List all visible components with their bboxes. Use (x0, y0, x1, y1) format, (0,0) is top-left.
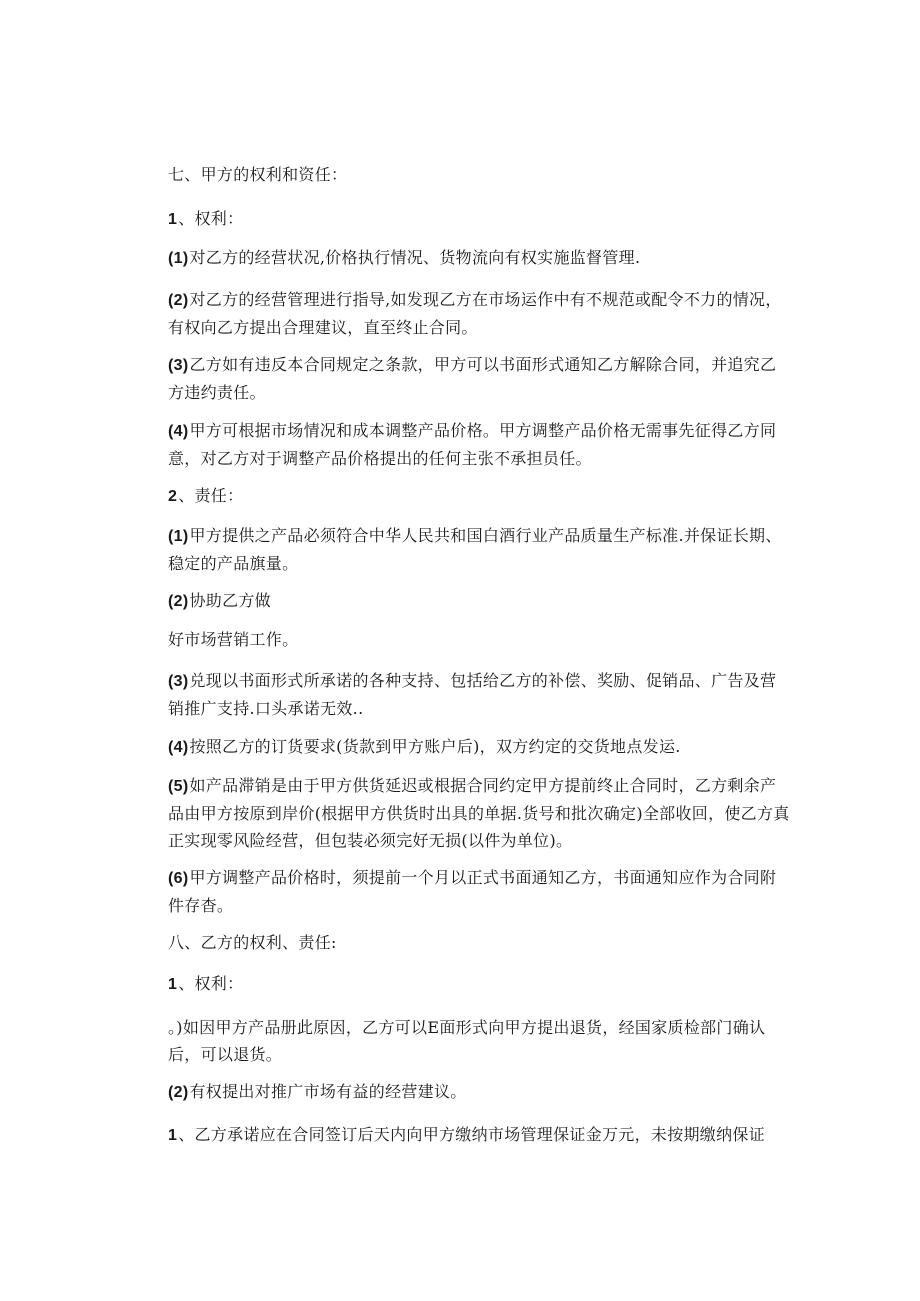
paragraph-text: 。)如因甲方产品册此原因，乙方可以E面形式向甲方提出退货，经国家质检部门确认后，可以退货。 (168, 1018, 766, 1064)
paragraph-text: 对乙方的经营状况,价格执行情况、货物流向有权实施监督管理. (189, 248, 641, 267)
section-heading-party-a (168, 161, 790, 188)
clause-paragraph (168, 522, 790, 577)
clause-paragraph (168, 864, 790, 919)
item-number: (1) (168, 250, 189, 267)
clause-paragraph (168, 286, 790, 341)
clause-paragraph (168, 351, 790, 406)
clause-paragraph (168, 244, 790, 272)
paragraph-text: 好市场营销工作。 (168, 630, 299, 649)
paragraph-text: 、权利： (178, 209, 244, 228)
item-number: (5) (168, 778, 189, 795)
item-number: (3) (168, 357, 189, 374)
clause-paragraph (168, 1121, 790, 1149)
clause-paragraph (168, 1078, 790, 1106)
item-number: (1) (168, 528, 189, 545)
paragraph-text: 甲方提供之产品必须符合中华人民共和国白酒行业产品质量生产标准.并保证长期、稳定的产品旗量。 (168, 526, 782, 573)
item-number: 2 (168, 488, 178, 505)
subheading-rights (168, 205, 790, 233)
paragraph-text: 甲方可根据市场情况和成本调整产品价格。甲方调整产品价格无需事先征得乙方同意，对乙方对于调整产品价格提出的任何主张不承担员任。 (168, 421, 777, 468)
item-number: (3) (168, 673, 189, 690)
clause-paragraph (168, 667, 790, 722)
paragraph-text: 兑现以书面形式所承诺的各种支持、包括给乙方的补偿、奖励、促销品、广告及营销推广支持.口头承诺无效.. (168, 671, 777, 718)
clause-continuation (168, 626, 790, 653)
paragraph-text: 对乙方的经营管理进行指导,如发现乙方在市场运作中有不规范或配令不力的情况，有权向乙方提出合理建议，直至终止合同。 (168, 290, 782, 337)
clause-paragraph (168, 1014, 790, 1068)
item-number: (4) (168, 739, 189, 756)
clause-paragraph (168, 417, 790, 472)
item-number: (2) (168, 1084, 189, 1101)
paragraph-text: 乙方如有违反本合同规定之条款，甲方可以书面形式通知乙方解除合同，并追究乙方违约责任。 (168, 355, 777, 402)
clause-paragraph (168, 733, 790, 761)
item-number: (2) (168, 292, 189, 309)
item-number: (4) (168, 423, 189, 440)
paragraph-text: 七、甲方的权利和资任： (168, 165, 348, 184)
section-heading-party-b (168, 929, 790, 956)
paragraph-text: 有权提出对推广市场有益的经营建议。 (189, 1082, 467, 1101)
paragraph-text: 如产品滞销是由于甲方供货延迟或根据合同约定甲方提前终止合同时，乙方剩余产品由甲方按原到岸价(根据甲方供货时出具的单据.货号和批次确定)全部收回，使乙方真正实现零风险经营，但包装必须完好无损(以件为单位)。 (168, 776, 790, 850)
paragraph-text: 八、乙方的权利、责任: (168, 933, 337, 952)
paragraph-text: 甲方调整产品价格时，须提前一个月以正式书面通知乙方，书面通知应作为合同附件存杳。 (168, 868, 777, 915)
paragraph-text: 、权利： (178, 974, 244, 993)
paragraph-text: 、乙方承诺应在合同签订后天内向甲方缴纳市场管理保证金万元，未按期缴纳保证 (178, 1125, 766, 1144)
item-number: (6) (168, 870, 189, 887)
item-number: 1 (168, 1127, 178, 1144)
subheading-rights (168, 970, 790, 998)
paragraph-text: 协助乙方做 (189, 591, 271, 610)
item-number: (2) (168, 593, 189, 610)
item-number: 1 (168, 211, 178, 228)
item-number: 1 (168, 976, 178, 993)
clause-paragraph (168, 587, 790, 615)
paragraph-text: 、责任： (178, 486, 244, 505)
paragraph-text: 按照乙方的订货要求(货款到甲方账户后)，双方约定的交货地点发运. (189, 737, 681, 756)
clause-paragraph (168, 772, 790, 854)
subheading-responsibilities (168, 482, 790, 510)
